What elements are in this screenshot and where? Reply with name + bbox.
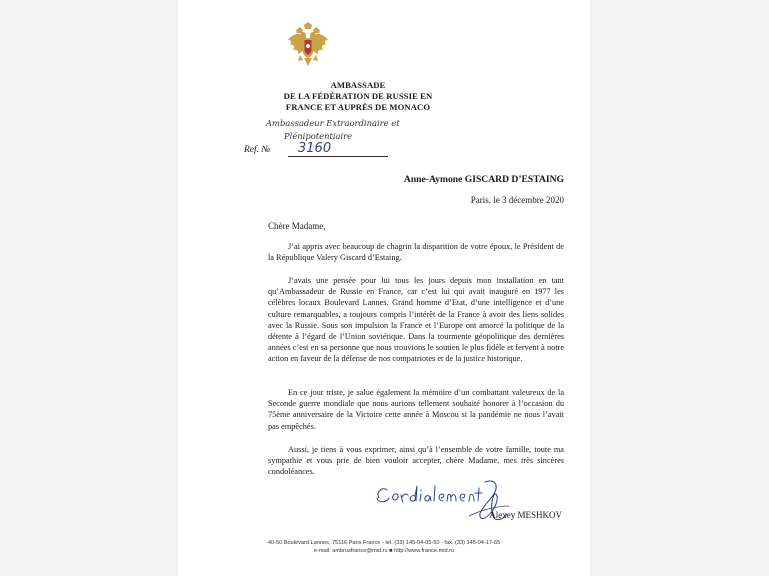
footer	[178, 540, 590, 555]
embassy-name	[258, 80, 458, 113]
signer-name: Alexey MESHKOV	[489, 510, 562, 520]
addressee: Anne-Aymone GISCARD D’ESTAING	[403, 174, 564, 185]
paragraph: J’ai appris avec beaucoup de chagrin la disparition de votre époux, le Président de la République Valery Giscard d’Estaing.	[268, 242, 564, 263]
reference-label: Ref. №	[244, 145, 271, 155]
ambassador-title-line-1: Ambassadeur Extraordinaire et	[266, 118, 400, 128]
salutation: Chère Madame,	[268, 221, 326, 231]
footer-address: 40-50 Boulevard Lannes, 75116 Paris France - tel. (33) 145-04-05-50 - fax. (33) 145-04-17-65	[267, 540, 501, 546]
letter-page	[178, 0, 590, 576]
ambassador-title-line-2: Plénipotentiaire	[284, 131, 353, 141]
reference-number: 3160	[288, 142, 388, 157]
footer-contact: e-mail: ambrusfrance@mid.ru ■ http://www.france.mid.ru	[313, 547, 455, 554]
russian-coat-of-arms-icon	[286, 22, 330, 68]
paragraph: En ce jour triste, je salue également la mémoire d’un combattant valeureux de la Seconde guerre mondiale que nous aurions tellement souhaité honorer à l’occasion du 75ème anniversaire de la Victoire cette année à Moscou si la pandémie ne nous l’avait pas empêchés.	[268, 388, 564, 431]
paragraph: J’avais une pensée pour lui tous les jours depuis mon installation en tant qu’Ambassadeur de Russie en France, car c’est lui qui avait inauguré en 1977 les célèbres locaux Boulevard Lannes. Grand homme d’Etat, d’une intelligence et d’une culture remarquables, a toujours compris l’intérêt de la France à avoir des liens solides avec la Russie. Sous son impulsion la France et l’Europe ont amorcé la politique de la détente à l’égard de l’Union soviétique. Dans la tourmente géopolitique des dernières années c’est en sa personne que nous trouvions le soutien le plus fidèle et fervent à notre action en faveur de la défense de nos compatriotes et de la justice historique.	[268, 276, 564, 364]
date-line: Paris, le 3 décembre 2020	[470, 195, 564, 205]
paragraph: Aussi, je tiens à vous exprimer, ainsi qu’à l’ensemble de votre famille, toute ma sympathie et vous prie de bien vouloir accepter, chère Madame, mes très sincères condoléances.	[268, 445, 564, 477]
embassy-line: AMBASSADE	[330, 80, 386, 90]
handwritten-signature	[373, 476, 513, 528]
embassy-line: DE LA FÉDÉRATION DE RUSSIE EN	[283, 91, 433, 101]
embassy-line: FRANCE ET AUPRÈS DE MONACO	[285, 102, 431, 112]
